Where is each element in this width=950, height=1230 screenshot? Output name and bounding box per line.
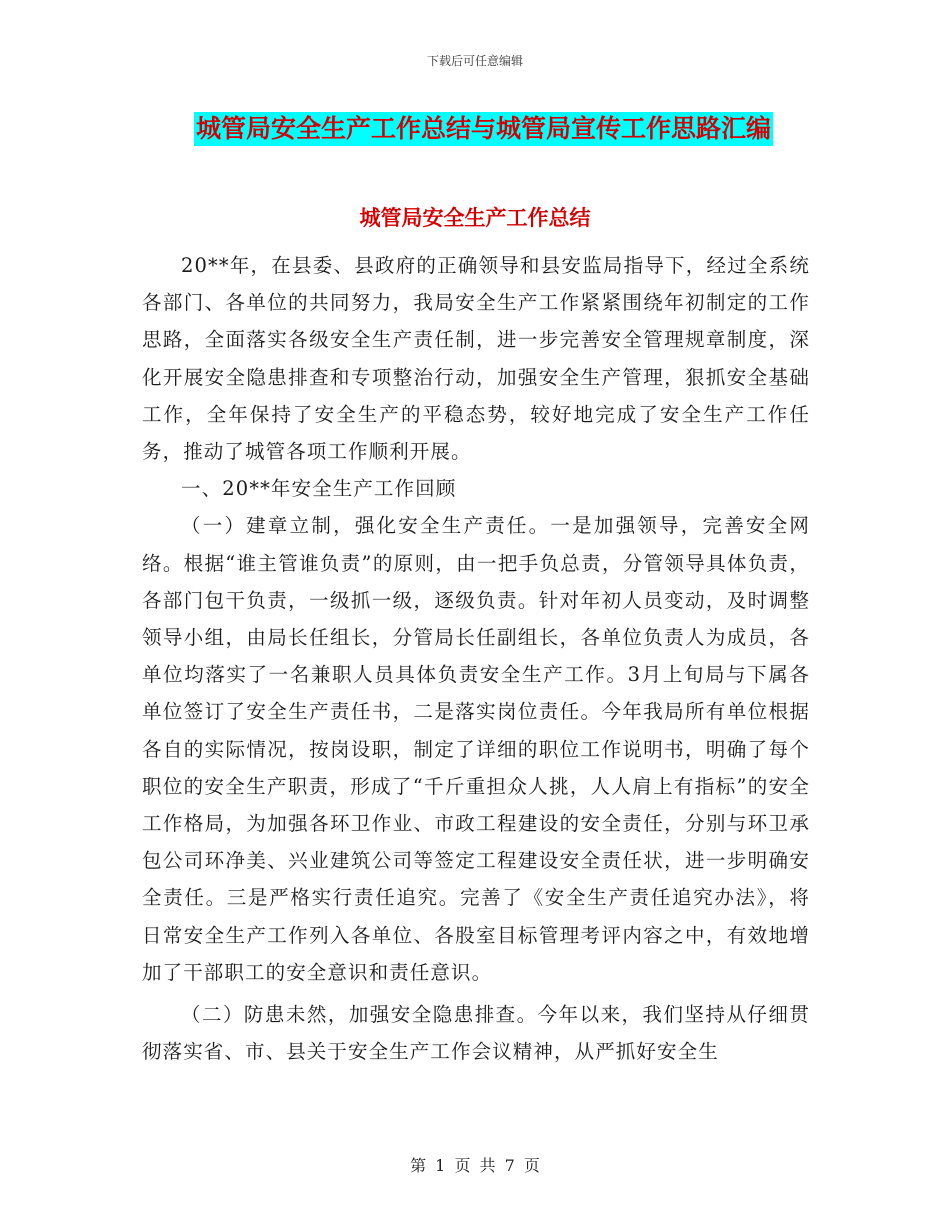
document-title: 城管局安全生产工作总结与城管局宣传工作思路汇编: [194, 112, 773, 146]
paragraph-hazard-check: （二）防患未然，加强安全隐患排查。今年以来，我们坚持从仔细贯彻落实省、市、县关于安全生产工作会议精神，从严抓好安全生: [142, 1003, 810, 1064]
paragraph-intro: 20**年，在县委、县政府的正确领导和县安监局指导下，经过全系统各部门、各单位的共同努力，我局安全生产工作紧紧围绕年初制定的工作思路，全面落实各级安全生产责任制，进一步完善安全管理规章制度，深化开展安全隐患排查和专项整治行动，加强安全生产管理，狠抓安全基础工作，全年保持了安全生产的平稳态势，较好地完成了安全生产工作任务，推动了城管各项工作顺利开展。: [142, 254, 810, 464]
paragraph-responsibility: （一）建章立制，强化安全生产责任。一是加强领导，完善安全网络。根据“谁主管谁负责”的原则，由一把手负总责，分管领导具体负责，各部门包干负责，一级抓一级，逐级负责。针对年初人员变动，及时调整领导小组，由局长任组长，分管局长任副组长，各单位负责人为成员，各单位均落实了一名兼职人员具体负责安全生产工作。3月上旬局与下属各单位签订了安全生产责任书，二是落实岗位责任。今年我局所有单位根据各自的实际情况，按岗设职，制定了详细的职位工作说明书，明确了每个职位的安全生产职责，形成了“千斤重担众人挑，人人肩上有指标”的安全工作格局，为加强各环卫作业、市政工程建设的安全责任，分别与环卫承包公司环净美、兴业建筑公司等签定工程建设安全责任状，进一步明确安全责任。三是严格实行责任追究。完善了《安全生产责任追究办法》，将日常安全生产工作列入各单位、各股室目标管理考评内容之中，有效地增加了干部职工的安全意识和责任意识。: [142, 514, 810, 984]
page-header-note: 下载后可任意编辑: [426, 54, 523, 68]
document-body: [142, 247, 810, 1070]
page-footer: 第 1 页 共 7 页: [410, 1156, 540, 1175]
section-title: 城管局安全生产工作总结: [359, 206, 591, 230]
paragraph-heading-review: 一、20**年安全生产工作回顾: [181, 477, 457, 501]
